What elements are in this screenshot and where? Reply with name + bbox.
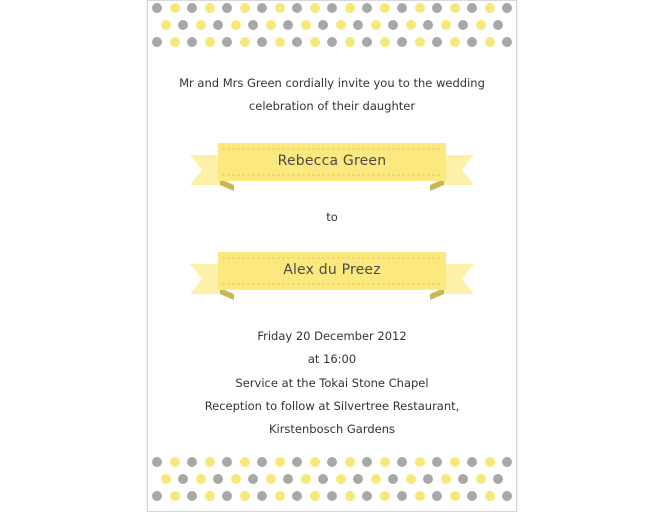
- polka-dot-icon: [345, 37, 355, 47]
- polka-dot-icon: [371, 20, 381, 30]
- intro-line-1: Mr and Mrs Green cordially invite you to the wedding: [179, 76, 485, 90]
- polka-dot-icon: [152, 491, 162, 501]
- polka-dot-icon: [362, 3, 372, 13]
- polka-dot-icon: [222, 457, 232, 467]
- intro-line-2: celebration of their daughter: [248, 99, 416, 113]
- polka-dot-icon: [467, 37, 477, 47]
- polka-dot-icon: [362, 37, 372, 47]
- polka-dot-icon: [178, 474, 188, 484]
- polka-dot-icon: [301, 20, 311, 30]
- polka-dot-icon: [353, 474, 363, 484]
- polka-dot-icon: [432, 3, 442, 13]
- polka-dot-icon: [502, 457, 512, 467]
- polka-dot-icon: [257, 37, 267, 47]
- polka-dot-icon: [275, 3, 285, 13]
- polka-dot-icon: [345, 457, 355, 467]
- polka-dot-icon: [205, 457, 215, 467]
- polka-dot-icon: [187, 3, 197, 13]
- polka-dot-icon: [257, 491, 267, 501]
- polka-dot-icon: [397, 3, 407, 13]
- polka-dot-icon: [362, 457, 372, 467]
- polka-dot-icon: [380, 457, 390, 467]
- polka-dot-icon: [310, 37, 320, 47]
- polka-dot-icon: [152, 457, 162, 467]
- polka-dot-icon: [170, 491, 180, 501]
- polka-dot-icon: [170, 37, 180, 47]
- polka-dot-icon: [476, 474, 486, 484]
- polka-dot-icon: [310, 3, 320, 13]
- polka-dot-icon: [161, 20, 171, 30]
- polka-dot-icon: [327, 491, 337, 501]
- polka-dot-icon: [275, 491, 285, 501]
- polka-dot-icon: [415, 491, 425, 501]
- polka-dot-icon: [152, 3, 162, 13]
- polka-dot-icon: [196, 20, 206, 30]
- polka-dot-icon: [406, 20, 416, 30]
- polka-dot-icon: [283, 474, 293, 484]
- polka-dot-icon: [380, 491, 390, 501]
- polka-dot-icon: [432, 37, 442, 47]
- polka-dot-icon: [301, 474, 311, 484]
- polka-dot-icon: [467, 3, 477, 13]
- polka-dot-icon: [205, 3, 215, 13]
- polka-dot-icon: [397, 457, 407, 467]
- polka-dot-icon: [318, 474, 328, 484]
- polka-dot-icon: [493, 474, 503, 484]
- reception-line-1: Reception to follow at Silvertree Restaurant,: [204, 399, 460, 413]
- polka-dot-icon: [450, 37, 460, 47]
- polka-dot-icon: [502, 37, 512, 47]
- polka-dot-icon: [485, 491, 495, 501]
- polka-dot-icon: [327, 457, 337, 467]
- polka-dot-icon: [161, 474, 171, 484]
- polka-dot-icon: [240, 3, 250, 13]
- polka-dot-icon: [380, 3, 390, 13]
- polka-dot-icon: [502, 491, 512, 501]
- polka-dot-icon: [450, 3, 460, 13]
- polka-dot-icon: [257, 457, 267, 467]
- polka-dot-icon: [415, 457, 425, 467]
- polka-dot-icon: [292, 457, 302, 467]
- polka-dot-icon: [450, 491, 460, 501]
- polka-dot-icon: [327, 37, 337, 47]
- polka-dot-icon: [441, 474, 451, 484]
- top-polka-dot-border: [148, 3, 516, 53]
- polka-dot-icon: [275, 457, 285, 467]
- polka-dot-icon: [222, 37, 232, 47]
- polka-dot-icon: [310, 457, 320, 467]
- polka-dot-icon: [362, 491, 372, 501]
- polka-dot-icon: [493, 20, 503, 30]
- polka-dot-icon: [485, 37, 495, 47]
- polka-dot-icon: [257, 3, 267, 13]
- polka-dot-icon: [231, 20, 241, 30]
- polka-dot-icon: [310, 491, 320, 501]
- polka-dot-icon: [423, 474, 433, 484]
- reception-line-2: Kirstenbosch Gardens: [268, 422, 396, 436]
- polka-dot-icon: [178, 20, 188, 30]
- polka-dot-icon: [327, 3, 337, 13]
- polka-dot-icon: [371, 474, 381, 484]
- groom-name-ribbon: [190, 250, 474, 302]
- polka-dot-icon: [485, 457, 495, 467]
- polka-dot-icon: [240, 457, 250, 467]
- polka-dot-icon: [388, 20, 398, 30]
- polka-dot-icon: [213, 20, 223, 30]
- polka-dot-icon: [415, 37, 425, 47]
- polka-dot-icon: [388, 474, 398, 484]
- polka-dot-icon: [205, 491, 215, 501]
- polka-dot-icon: [283, 20, 293, 30]
- polka-dot-icon: [502, 3, 512, 13]
- polka-dot-icon: [248, 20, 258, 30]
- service-location: Service at the Tokai Stone Chapel: [235, 376, 429, 390]
- polka-dot-icon: [292, 3, 302, 13]
- wedding-date: Friday 20 December 2012: [257, 329, 407, 343]
- bottom-polka-dot-border: [148, 457, 516, 507]
- polka-dot-icon: [292, 37, 302, 47]
- polka-dot-icon: [170, 457, 180, 467]
- polka-dot-icon: [213, 474, 223, 484]
- polka-dot-icon: [432, 491, 442, 501]
- polka-dot-icon: [458, 20, 468, 30]
- groom-name: Alex du Preez: [283, 262, 381, 278]
- polka-dot-icon: [467, 457, 477, 467]
- polka-dot-icon: [353, 20, 363, 30]
- polka-dot-icon: [222, 3, 232, 13]
- invitation-card: [147, 0, 517, 512]
- polka-dot-icon: [336, 20, 346, 30]
- bride-name: Rebecca Green: [277, 153, 387, 169]
- polka-dot-icon: [205, 37, 215, 47]
- polka-dot-icon: [380, 37, 390, 47]
- polka-dot-icon: [196, 474, 206, 484]
- polka-dot-icon: [423, 20, 433, 30]
- polka-dot-icon: [240, 37, 250, 47]
- polka-dot-icon: [275, 37, 285, 47]
- polka-dot-icon: [458, 474, 468, 484]
- polka-dot-icon: [432, 457, 442, 467]
- polka-dot-icon: [266, 20, 276, 30]
- polka-dot-icon: [187, 457, 197, 467]
- polka-dot-icon: [248, 474, 258, 484]
- polka-dot-icon: [467, 491, 477, 501]
- polka-dot-icon: [406, 474, 416, 484]
- polka-dot-icon: [187, 37, 197, 47]
- polka-dot-icon: [476, 20, 486, 30]
- bride-name-ribbon: [190, 141, 474, 193]
- polka-dot-icon: [266, 474, 276, 484]
- polka-dot-icon: [187, 491, 197, 501]
- polka-dot-icon: [397, 491, 407, 501]
- polka-dot-icon: [345, 491, 355, 501]
- polka-dot-icon: [415, 3, 425, 13]
- polka-dot-icon: [318, 20, 328, 30]
- polka-dot-icon: [231, 474, 241, 484]
- polka-dot-icon: [441, 20, 451, 30]
- polka-dot-icon: [170, 3, 180, 13]
- polka-dot-icon: [485, 3, 495, 13]
- polka-dot-icon: [336, 474, 346, 484]
- polka-dot-icon: [152, 37, 162, 47]
- polka-dot-icon: [240, 491, 250, 501]
- polka-dot-icon: [397, 37, 407, 47]
- polka-dot-icon: [345, 3, 355, 13]
- polka-dot-icon: [450, 457, 460, 467]
- polka-dot-icon: [222, 491, 232, 501]
- connector-text: to: [326, 210, 338, 224]
- wedding-time: at 16:00: [307, 352, 357, 366]
- polka-dot-icon: [292, 491, 302, 501]
